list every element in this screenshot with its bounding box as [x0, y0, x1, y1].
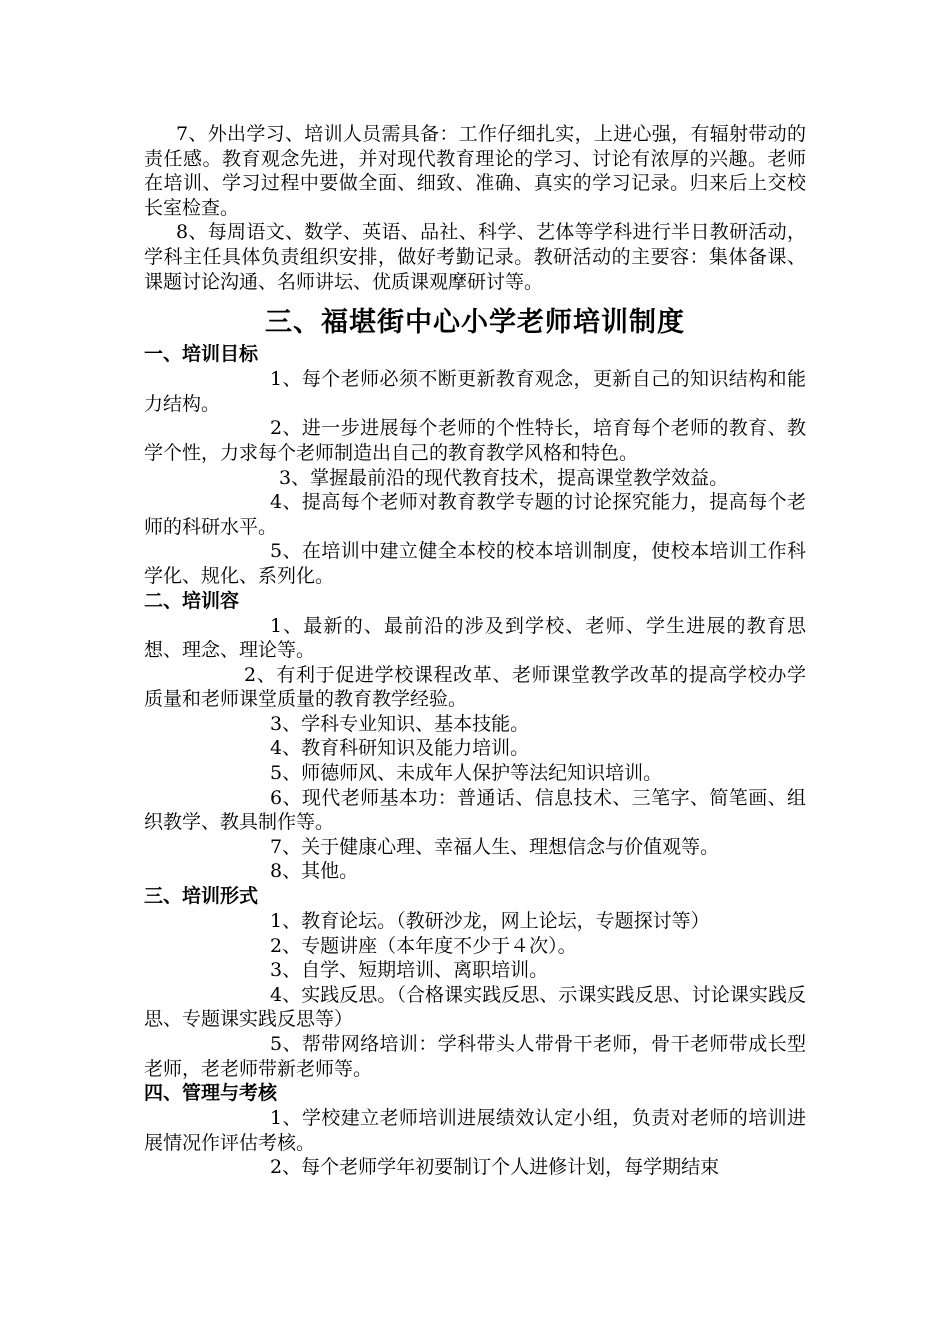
list-item: 1、最新的、最前沿的涉及到学校、老师、学生进展的教育思想、理念、理论等。 — [144, 614, 806, 662]
list-item: 3、掌握最前沿的现代教育技术，提高课堂教学效益。 — [279, 466, 729, 489]
list-item: 8、其他。 — [270, 860, 359, 883]
list-item: 4、教育科研知识及能力培训。 — [270, 737, 530, 760]
list-item: 1、教育论坛。（教研沙龙，网上论坛，专题探讨等） — [270, 910, 710, 933]
list-item: 1、每个老师必须不断更新教育观念，更新自己的知识结构和能力结构。 — [144, 368, 806, 415]
list-item: 2、专题讲座（本年度不少于４次）。 — [270, 934, 577, 957]
paragraph-8: 8、每周语文、数学、英语、品社、科学、艺体等学科进行半日教研活动，学科主任具体负责组织安排，做好考勤记录。教研活动的主要容：集体备课、课题讨论沟通、名师讲坛、优质课观摩研讨等。 — [144, 221, 806, 293]
list-item: 5、在培训中建立健全本校的校本培训制度，使校本培训工作科学化、规化、系列化。 — [144, 540, 806, 587]
list-item: 2、有利于促进学校课程改革、老师课堂教学改革的提高学校办学质量和老师课堂质量的教育教学经验。 — [144, 663, 806, 711]
section-heading-management: 四、管理与考核 — [144, 1082, 278, 1105]
list-item: 2、进一步进展每个老师的个性特长，培育每个老师的教育、教学个性，力求每个老师制造出自己的教育教学风格和特色。 — [144, 417, 806, 464]
list-item: 1、学校建立老师培训进展绩效认定小组，负责对老师的培训进展情况作评估考核。 — [144, 1107, 806, 1154]
list-item: 4、提高每个老师对教育教学专题的讨论探究能力，提高每个老师的科研水平。 — [144, 491, 806, 538]
list-item: 3、学科专业知识、基本技能。 — [270, 712, 530, 735]
list-item: 5、帮带网络培训：学科带头人带骨干老师，骨干老师带成长型老师，老老师带新老师等。 — [144, 1033, 806, 1080]
section-heading-content: 二、培训容 — [144, 589, 240, 612]
section-heading-goals: 一、培训目标 — [144, 343, 259, 366]
list-item: 5、师德师风、未成年人保护等法纪知识培训。 — [270, 762, 663, 785]
list-item: 4、实践反思。（合格课实践反思、示课实践反思、讨论课实践反思、专题课实践反思等） — [144, 983, 806, 1031]
list-item: 3、自学、短期培训、离职培训。 — [270, 959, 549, 982]
list-item: 7、关于健康心理、幸福人生、理想信念与价值观等。 — [270, 835, 720, 858]
document-title: 三、福堪街中心小学老师培训制度 — [265, 307, 685, 339]
section-heading-forms: 三、培训形式 — [144, 885, 259, 908]
paragraph-7: 7、外出学习、培训人员需具备：工作仔细扎实，上进心强，有辐射带动的责任感。教育观念先进，并对现代教育理论的学习、讨论有浓厚的兴趣。老师在培训、学习过程中要做全面、细致、准确、真实的学习记录。归来后上交校长室检查。 — [144, 123, 806, 219]
document-page — [144, 122, 806, 1180]
list-item: 2、每个老师学年初要制订个人进修计划，每学期结束 — [270, 1156, 720, 1179]
list-item: 6、现代老师基本功：普通话、信息技术、三笔字、简笔画、组织教学、教具制作等。 — [144, 786, 806, 834]
